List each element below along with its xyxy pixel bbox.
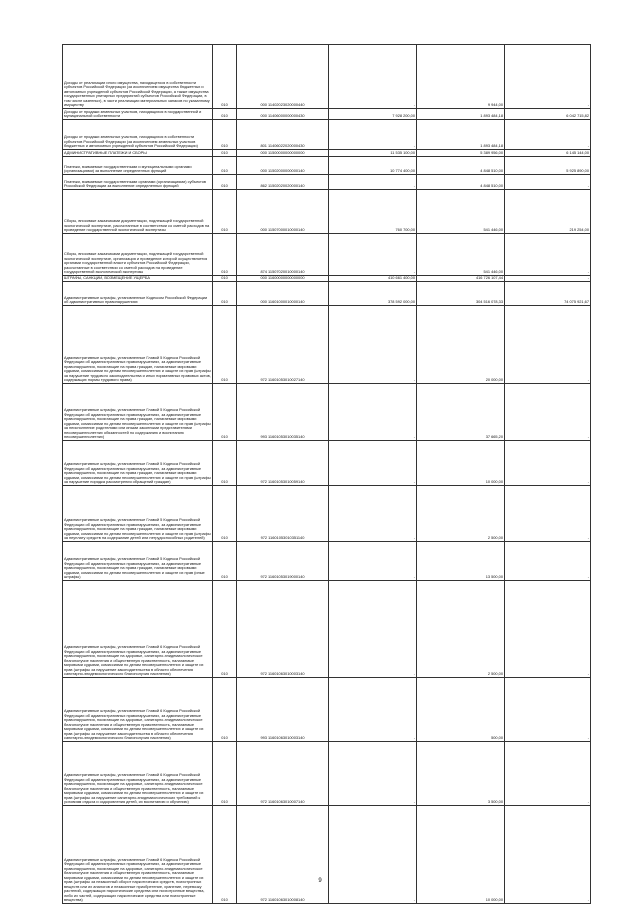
row-executed: 9 944,00 bbox=[417, 45, 505, 109]
row-name: Доходы от реализации иного имущества, находящегося в собственности субъектов Российской Федерации (за исключением имущества бюджетных и автономных учреждений субъектов Российской Федерации, а также имущества государственных унитарных предприятий субъектов Российской Федерации, в том числе казенных), в части реализации материальных запасов по указанному имуществу bbox=[63, 45, 213, 109]
row-income-code: 972 11601063010007140 bbox=[237, 742, 329, 806]
row-unexecuted: - bbox=[505, 45, 591, 109]
row-line-code: 010 bbox=[213, 175, 237, 190]
row-name: Административные штрафы, установленные Главой 5 Кодекса Российской Федерации об административных правонарушениях, за административные правонарушения, посягающие на права граждан, налагаемые мировыми судьями, комиссиями по делам несовершеннолетних и защите их прав (штрафы за нарушение порядка рассмотрения обращений граждан) bbox=[63, 441, 213, 486]
row-income-code: 000 11402023020000440 bbox=[237, 45, 329, 109]
row-income-code: 000 11502000000000140 bbox=[237, 157, 329, 175]
row-executed: 20 000,00 bbox=[417, 306, 505, 384]
row-income-code: 972 11601053010351140 bbox=[237, 486, 329, 542]
row-executed: 4 848 510,00 bbox=[417, 157, 505, 175]
row-executed: 13 500,00 bbox=[417, 542, 505, 581]
row-approved: - bbox=[329, 486, 417, 542]
table-row bbox=[63, 581, 591, 678]
table-row bbox=[63, 306, 591, 384]
row-line-code: 010 bbox=[213, 581, 237, 678]
row-income-code: 874 11507020010000140 bbox=[237, 234, 329, 276]
table-row bbox=[63, 384, 591, 441]
row-line-code: 010 bbox=[213, 441, 237, 486]
row-income-code: 993 11601063010003140 bbox=[237, 678, 329, 742]
table-row bbox=[63, 157, 591, 175]
row-unexecuted: 6 042 715,82 bbox=[505, 109, 591, 120]
income-execution-table bbox=[62, 44, 591, 904]
row-executed: 1 893 484,18 bbox=[417, 109, 505, 120]
row-approved: - bbox=[329, 542, 417, 581]
row-approved: - bbox=[329, 806, 417, 904]
row-line-code: 010 bbox=[213, 282, 237, 306]
row-approved: - bbox=[329, 175, 417, 190]
row-income-code: 972 11601063010003140 bbox=[237, 581, 329, 678]
row-executed: 2 500,00 bbox=[417, 581, 505, 678]
row-line-code: 010 bbox=[213, 45, 237, 109]
row-unexecuted: - bbox=[505, 441, 591, 486]
row-executed: 4 848 510,00 bbox=[417, 175, 505, 190]
row-line-code: 010 bbox=[213, 384, 237, 441]
row-income-code: 000 11500000000000000 bbox=[237, 150, 329, 157]
row-unexecuted: 219 254,00 bbox=[505, 190, 591, 234]
row-name: Доходы от продажи земельных участков, находящихся в собственности субъектов Российской Федерации (за исключением земельных участков бюджетных и автономных учреждений субъектов Российской Федерации) bbox=[63, 120, 213, 150]
row-name: Платежи, взимаемые государственными и муниципальными органами (организациями) за выполнение определенных функций bbox=[63, 157, 213, 175]
row-approved: 760 700,00 bbox=[329, 190, 417, 234]
row-executed: 416 726 107,44 bbox=[417, 276, 505, 282]
row-approved: 378 592 000,00 bbox=[329, 282, 417, 306]
row-name: Административные штрафы, установленные Главой 5 Кодекса Российской Федерации об административных правонарушениях, за административные правонарушения, посягающие на права граждан, налагаемые мировыми судьями, комиссиями по делам несовершеннолетних и защите их прав (штрафы за неуплату средств на содержание детей или нетрудоспособных родителей) bbox=[63, 486, 213, 542]
row-line-code: 010 bbox=[213, 306, 237, 384]
row-unexecuted: - bbox=[505, 542, 591, 581]
row-line-code: 010 bbox=[213, 190, 237, 234]
row-line-code: 010 bbox=[213, 150, 237, 157]
row-name: ШТРАФЫ, САНКЦИИ, ВОЗМЕЩЕНИЕ УЩЕРБА bbox=[63, 276, 213, 282]
row-name: Платежи, взимаемые государственными органами (организациями) субъектов Российской Федерации за выполнение определенных функций bbox=[63, 175, 213, 190]
row-income-code: 972 11601053010027140 bbox=[237, 306, 329, 384]
row-approved: - bbox=[329, 120, 417, 150]
row-name: Административные штрафы, установленные Главой 6 Кодекса Российской Федерации об административных правонарушениях, за административные правонарушения, посягающие на здоровье, санитарно-эпидемиологическое благополучие населения и общественную нравственность, налагаемые мировыми судьями, комиссиями по делам несовершеннолетних и защите их прав (штрафы за нарушение законодательства в области обеспечения санитарно-эпидемиологического благополучия населения) bbox=[63, 581, 213, 678]
row-line-code: 010 bbox=[213, 806, 237, 904]
row-line-code: 010 bbox=[213, 109, 237, 120]
row-approved: - bbox=[329, 678, 417, 742]
table-row bbox=[63, 190, 591, 234]
row-line-code: 010 bbox=[213, 742, 237, 806]
row-unexecuted: - bbox=[505, 384, 591, 441]
row-unexecuted: - bbox=[505, 806, 591, 904]
row-unexecuted: 74 075 921,67 bbox=[505, 282, 591, 306]
row-unexecuted: 6 145 144,00 bbox=[505, 150, 591, 157]
row-unexecuted: - bbox=[505, 678, 591, 742]
row-unexecuted: - bbox=[505, 175, 591, 190]
row-approved: 410 661 400,00 bbox=[329, 276, 417, 282]
table-row bbox=[63, 542, 591, 581]
row-name: Административные штрафы, установленные Кодексом Российской Федерации об административных правонарушениях bbox=[63, 282, 213, 306]
row-line-code: 010 bbox=[213, 234, 237, 276]
row-line-code: 010 bbox=[213, 486, 237, 542]
table-row bbox=[63, 678, 591, 742]
row-unexecuted: - bbox=[505, 306, 591, 384]
page-number: 9 bbox=[318, 878, 322, 884]
row-income-code: 993 11601053010035140 bbox=[237, 384, 329, 441]
row-income-code: 972 11601053010059140 bbox=[237, 441, 329, 486]
table-row bbox=[63, 441, 591, 486]
row-executed: 10 000,00 bbox=[417, 441, 505, 486]
row-approved: - bbox=[329, 581, 417, 678]
row-name: Административные штрафы, установленные Главой 6 Кодекса Российской Федерации об административных правонарушениях, за административные правонарушения, посягающие на здоровье, санитарно-эпидемиологическое благополучие населения и общественную нравственность, налагаемые мировыми судьями, комиссиями по делам несовершеннолетних и защите их прав (штрафы за нарушение санитарно-эпидемиологических требований к условиям отдыха и оздоровления детей, их воспитанию и обучению) bbox=[63, 742, 213, 806]
row-executed: 541 446,00 bbox=[417, 190, 505, 234]
row-line-code: 010 bbox=[213, 678, 237, 742]
row-unexecuted: - bbox=[505, 276, 591, 282]
row-executed: 10 000,00 bbox=[417, 806, 505, 904]
row-approved: - bbox=[329, 384, 417, 441]
row-approved: 7 928 200,00 bbox=[329, 109, 417, 120]
row-name: Административные штрафы, установленные Главой 5 Кодекса Российской Федерации об административных правонарушениях, за административные правонарушения, посягающие на права граждан, налагаемые мировыми судьями, комиссиями по делам несовершеннолетних и защите их прав (иные штрафы) bbox=[63, 542, 213, 581]
row-approved: - bbox=[329, 306, 417, 384]
row-name: Сборы, вносимые заказчиками документации, подлежащей государственной экологической экспертизе, организация и проведение которой осуществляется органами государственной власти субъектов Российской Федерации, рассчитанные в соответствии со сметой расходов на проведение государственной экологической экспертизы bbox=[63, 234, 213, 276]
row-approved: - bbox=[329, 45, 417, 109]
row-approved: - bbox=[329, 742, 417, 806]
row-unexecuted: - bbox=[505, 581, 591, 678]
table-row bbox=[63, 234, 591, 276]
table-row bbox=[63, 486, 591, 542]
row-income-code: 000 11600000000000000 bbox=[237, 276, 329, 282]
row-name: Административные штрафы, установленные Главой 5 Кодекса Российской Федерации об административных правонарушениях, за административные правонарушения, посягающие на права граждан, налагаемые мировыми судьями, комиссиями по делам несовершеннолетних и защите их прав (штрафы за неисполнение родителями или иными законными представителями несовершеннолетних обязанностей по содержанию и воспитанию несовершеннолетних) bbox=[63, 384, 213, 441]
table-row bbox=[63, 806, 591, 904]
row-name: Доходы от продажи земельных участков, находящихся в государственной и муниципальной собственности bbox=[63, 109, 213, 120]
table-row bbox=[63, 45, 591, 109]
row-income-code: 000 11507000010000140 bbox=[237, 190, 329, 234]
row-executed: 37 665,20 bbox=[417, 384, 505, 441]
row-approved: - bbox=[329, 234, 417, 276]
row-unexecuted: - bbox=[505, 486, 591, 542]
row-unexecuted: - bbox=[505, 234, 591, 276]
row-name: Административные штрафы, установленные Главой 5 Кодекса Российской Федерации об административных правонарушениях, за административные правонарушения, посягающие на права граждан, налагаемые мировыми судьями, комиссиями по делам несовершеннолетних и защите их прав (штрафы за нарушение трудового законодательства и иных нормативных правовых актов, содержащих нормы трудового права) bbox=[63, 306, 213, 384]
row-name: Административные штрафы, установленные Главой 6 Кодекса Российской Федерации об административных правонарушениях, за административные правонарушения, посягающие на здоровье, санитарно-эпидемиологическое благополучие населения и общественную нравственность, налагаемые мировыми судьями, комиссиями по делам несовершеннолетних и защите их прав (штрафы за нарушение законодательства в области обеспечения санитарно-эпидемиологического благополучия населения) bbox=[63, 678, 213, 742]
row-line-code: 010 bbox=[213, 120, 237, 150]
row-executed: 541 446,00 bbox=[417, 234, 505, 276]
row-approved: 11 535 100,00 bbox=[329, 150, 417, 157]
row-approved: - bbox=[329, 441, 417, 486]
table-row bbox=[63, 742, 591, 806]
row-income-code: 000 11601000010000140 bbox=[237, 282, 329, 306]
row-executed: 304 516 078,33 bbox=[417, 282, 505, 306]
row-line-code: 010 bbox=[213, 542, 237, 581]
table-row bbox=[63, 282, 591, 306]
report-page bbox=[62, 44, 590, 904]
row-executed: 3 500,00 bbox=[417, 742, 505, 806]
row-approved: 10 774 400,00 bbox=[329, 157, 417, 175]
table-row bbox=[63, 150, 591, 157]
row-income-code: 972 11601053019000140 bbox=[237, 542, 329, 581]
table-row bbox=[63, 109, 591, 120]
row-executed: 5 389 956,00 bbox=[417, 150, 505, 157]
row-income-code: 801 11406022020000430 bbox=[237, 120, 329, 150]
row-line-code: 010 bbox=[213, 157, 237, 175]
row-name: Сборы, вносимые заказчиками документации, подлежащей государственной экологической экспертизе, рассчитанные в соответствии со сметой расходов на проведение государственной экологической экспертизы bbox=[63, 190, 213, 234]
row-executed: 1 893 484,18 bbox=[417, 120, 505, 150]
row-income-code: 000 11406000000000430 bbox=[237, 109, 329, 120]
table-row bbox=[63, 175, 591, 190]
row-income-code: 862 11502020020000140 bbox=[237, 175, 329, 190]
row-income-code: 972 11601063010008140 bbox=[237, 806, 329, 904]
row-name: АДМИНИСТРАТИВНЫЕ ПЛАТЕЖИ И СБОРЫ bbox=[63, 150, 213, 157]
row-executed: 2 500,00 bbox=[417, 486, 505, 542]
row-executed: 500,00 bbox=[417, 678, 505, 742]
row-line-code: 010 bbox=[213, 276, 237, 282]
row-unexecuted: 5 925 890,00 bbox=[505, 157, 591, 175]
row-unexecuted: - bbox=[505, 742, 591, 806]
table-row bbox=[63, 120, 591, 150]
row-unexecuted: - bbox=[505, 120, 591, 150]
row-name: Административные штрафы, установленные Главой 6 Кодекса Российской Федерации об административных правонарушениях, за административные правонарушения, посягающие на здоровье, санитарно-эпидемиологическое благополучие населения и общественную нравственность, налагаемые мировыми судьями, комиссиями по делам несовершеннолетних и защите их прав (штрафы за незаконный оборот наркотических средств, психотропных веществ или их аналогов и незаконные приобретение, хранение, перевозку растений, содержащих наркотические средства или психотропные вещества, либо их частей, содержащих наркотические средства или психотропные вещества) bbox=[63, 806, 213, 904]
